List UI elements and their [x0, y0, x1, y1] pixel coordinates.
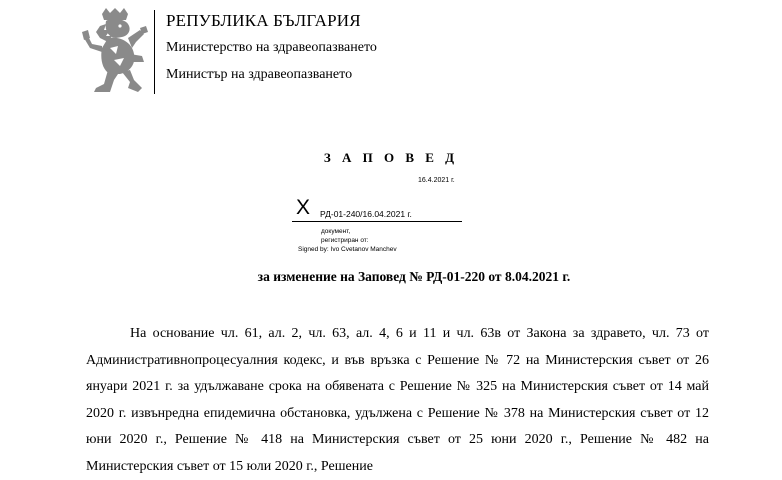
signature-mark: X	[296, 196, 311, 219]
ministry-name: Министерство на здравеопазването	[166, 40, 377, 55]
country-name: РЕПУБЛИКА БЪЛГАРИЯ	[166, 11, 361, 30]
coat-of-arms-icon	[80, 8, 150, 94]
registration-number: РД-01-240/16.04.2021 г.	[320, 209, 412, 219]
header-divider	[154, 10, 155, 94]
signature-date: 16.4.2021 г.	[418, 177, 455, 184]
signature-note-line-2: регистриран от:	[321, 237, 369, 244]
minister-title: Министър на здравеопазването	[166, 67, 353, 82]
signature-note-line-1: документ,	[321, 228, 351, 235]
document-title: З А П О В Е Д	[323, 150, 459, 165]
body-paragraph: На основание чл. 61, ал. 2, чл. 63, ал. 4, 6 и 11 и чл. 63в от Закона за здравето, чл. 73 от Административнопроцесуалния кодекс, и във връзка с Решение № 72 на Министерския съвет от 26 януари 2021 г. за удължаване срока на обявената с Решение № 325 на Министерския съвет от 14 май 2020 г. извънредна епидемична обстановка, удължена с Решение № 378 на Министерския съвет от 12 юни 2020 г., Решение № 418 на Министерския съвет от 25 юни 2020 г., Решение № 482 на Министерския съвет от 15 юли 2020 г., Решение	[86, 326, 709, 474]
signed-by: Signed by: Ivo Cvetanov Manchev	[298, 246, 397, 253]
signature-line	[292, 221, 462, 222]
order-subject: за изменение на Заповед № РД-01-220 от 8.04.2021 г.	[257, 269, 571, 284]
